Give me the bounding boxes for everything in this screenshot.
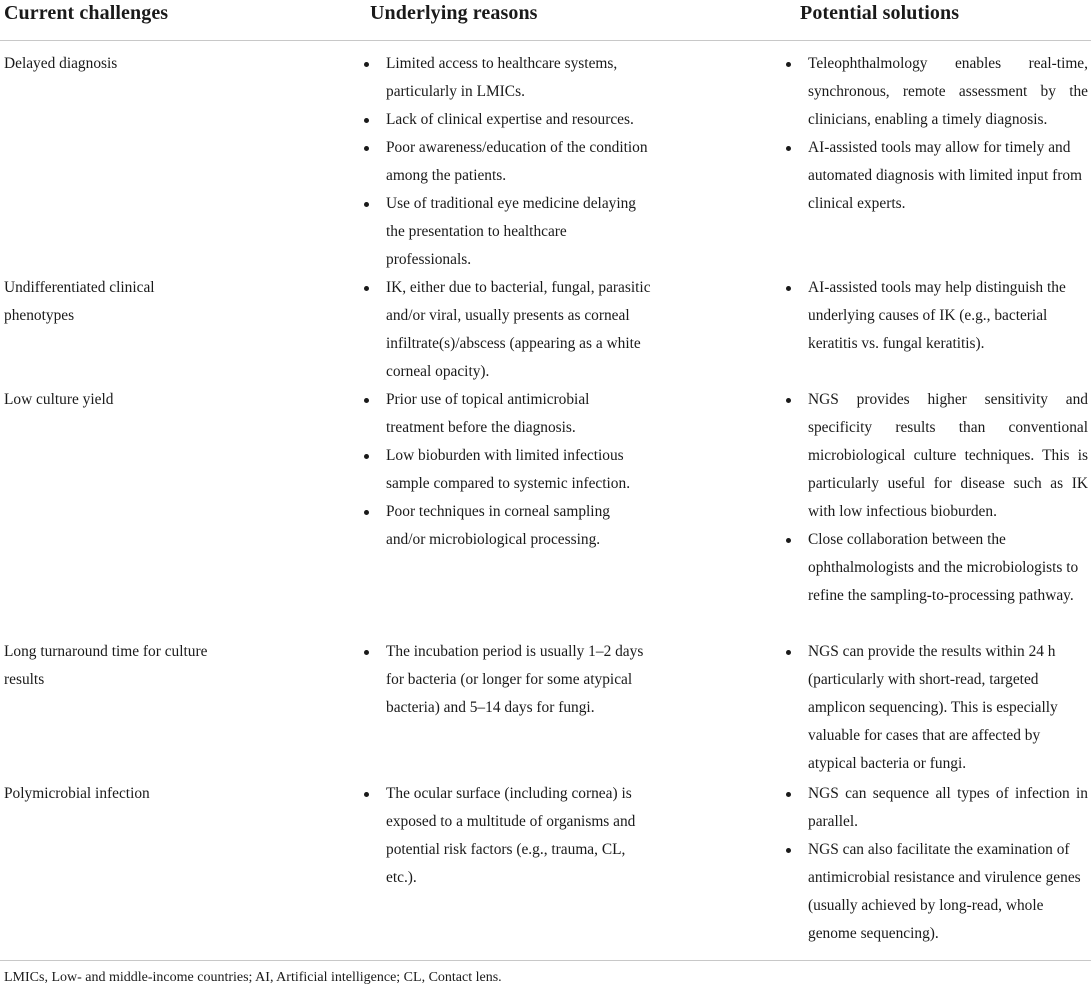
header-underlying-reasons: Underlying reasons xyxy=(370,2,538,24)
list-item: The incubation period is usually 1–2 days for bacteria (or longer for some atypical bacteria) and 5–14 days for fungi. xyxy=(362,638,662,722)
list-item: NGS provides higher sensitivity and specificity results than conventional microbiological culture techniques. This is particularly useful for disease such as IK with low infectious bioburden. xyxy=(784,386,1088,526)
challenge-cell: Polymicrobial infection xyxy=(4,785,150,802)
list-item: Teleophthalmology enables real-time, synchronous, remote assessment by the clinicians, enabling a timely diagnosis. xyxy=(784,50,1088,134)
reasons-list xyxy=(362,386,662,554)
list-item: Poor techniques in corneal sampling and/or microbiological processing. xyxy=(362,498,662,554)
list-item: AI-assisted tools may allow for timely and automated diagnosis with limited input from clinical experts. xyxy=(784,134,1088,218)
solutions-list xyxy=(784,274,1088,358)
reasons-list xyxy=(362,50,662,274)
list-item: Close collaboration between the ophthalmologists and the microbiologists to refine the sampling-to-processing pathway. xyxy=(784,526,1088,610)
solutions-list xyxy=(784,638,1088,778)
list-item: Prior use of topical antimicrobial treatment before the diagnosis. xyxy=(362,386,662,442)
list-item: AI-assisted tools may help distinguish the underlying causes of IK (e.g., bacterial keratitis vs. fungal keratitis). xyxy=(784,274,1088,358)
list-item: NGS can provide the results within 24 h (particularly with short-read, targeted amplicon sequencing). This is especially valuable for cases that are affected by atypical bacteria or fungi. xyxy=(784,638,1088,778)
list-item: IK, either due to bacterial, fungal, parasitic and/or viral, usually presents as corneal infiltrate(s)/abscess (appearing as a white corneal opacity). xyxy=(362,274,662,386)
list-item: Lack of clinical expertise and resources. xyxy=(362,106,662,134)
solutions-list xyxy=(784,50,1088,218)
challenge-cell: Low culture yield xyxy=(4,391,114,408)
list-item: Use of traditional eye medicine delaying the presentation to healthcare professionals. xyxy=(362,190,662,274)
table-bottom-rule xyxy=(0,960,1091,961)
solutions-list xyxy=(784,386,1088,610)
challenge-cell: Delayed diagnosis xyxy=(4,55,118,72)
table-header xyxy=(0,0,1091,41)
list-item: Poor awareness/education of the condition among the patients. xyxy=(362,134,662,190)
list-item: NGS can sequence all types of infection in parallel. xyxy=(784,780,1088,836)
reasons-list xyxy=(362,274,662,386)
reasons-list xyxy=(362,780,662,892)
list-item: Low bioburden with limited infectious sample compared to systemic infection. xyxy=(362,442,662,498)
table-footnote: LMICs, Low- and middle-income countries; AI, Artificial intelligence; CL, Contact lens. xyxy=(4,970,502,985)
list-item: NGS can also facilitate the examination of antimicrobial resistance and virulence genes (usually achieved by long-read, whole genome sequencing). xyxy=(784,836,1088,948)
header-current-challenges: Current challenges xyxy=(4,2,169,24)
list-item: Limited access to healthcare systems, particularly in LMICs. xyxy=(362,50,662,106)
list-item: The ocular surface (including cornea) is exposed to a multitude of organisms and potential risk factors (e.g., trauma, CL, etc.). xyxy=(362,780,662,892)
reasons-list xyxy=(362,638,662,722)
solutions-list xyxy=(784,780,1088,948)
challenge-cell: Undifferentiated clinical phenotypes xyxy=(4,279,155,324)
challenge-cell: Long turnaround time for culture results xyxy=(4,643,208,688)
header-potential-solutions: Potential solutions xyxy=(800,2,960,24)
